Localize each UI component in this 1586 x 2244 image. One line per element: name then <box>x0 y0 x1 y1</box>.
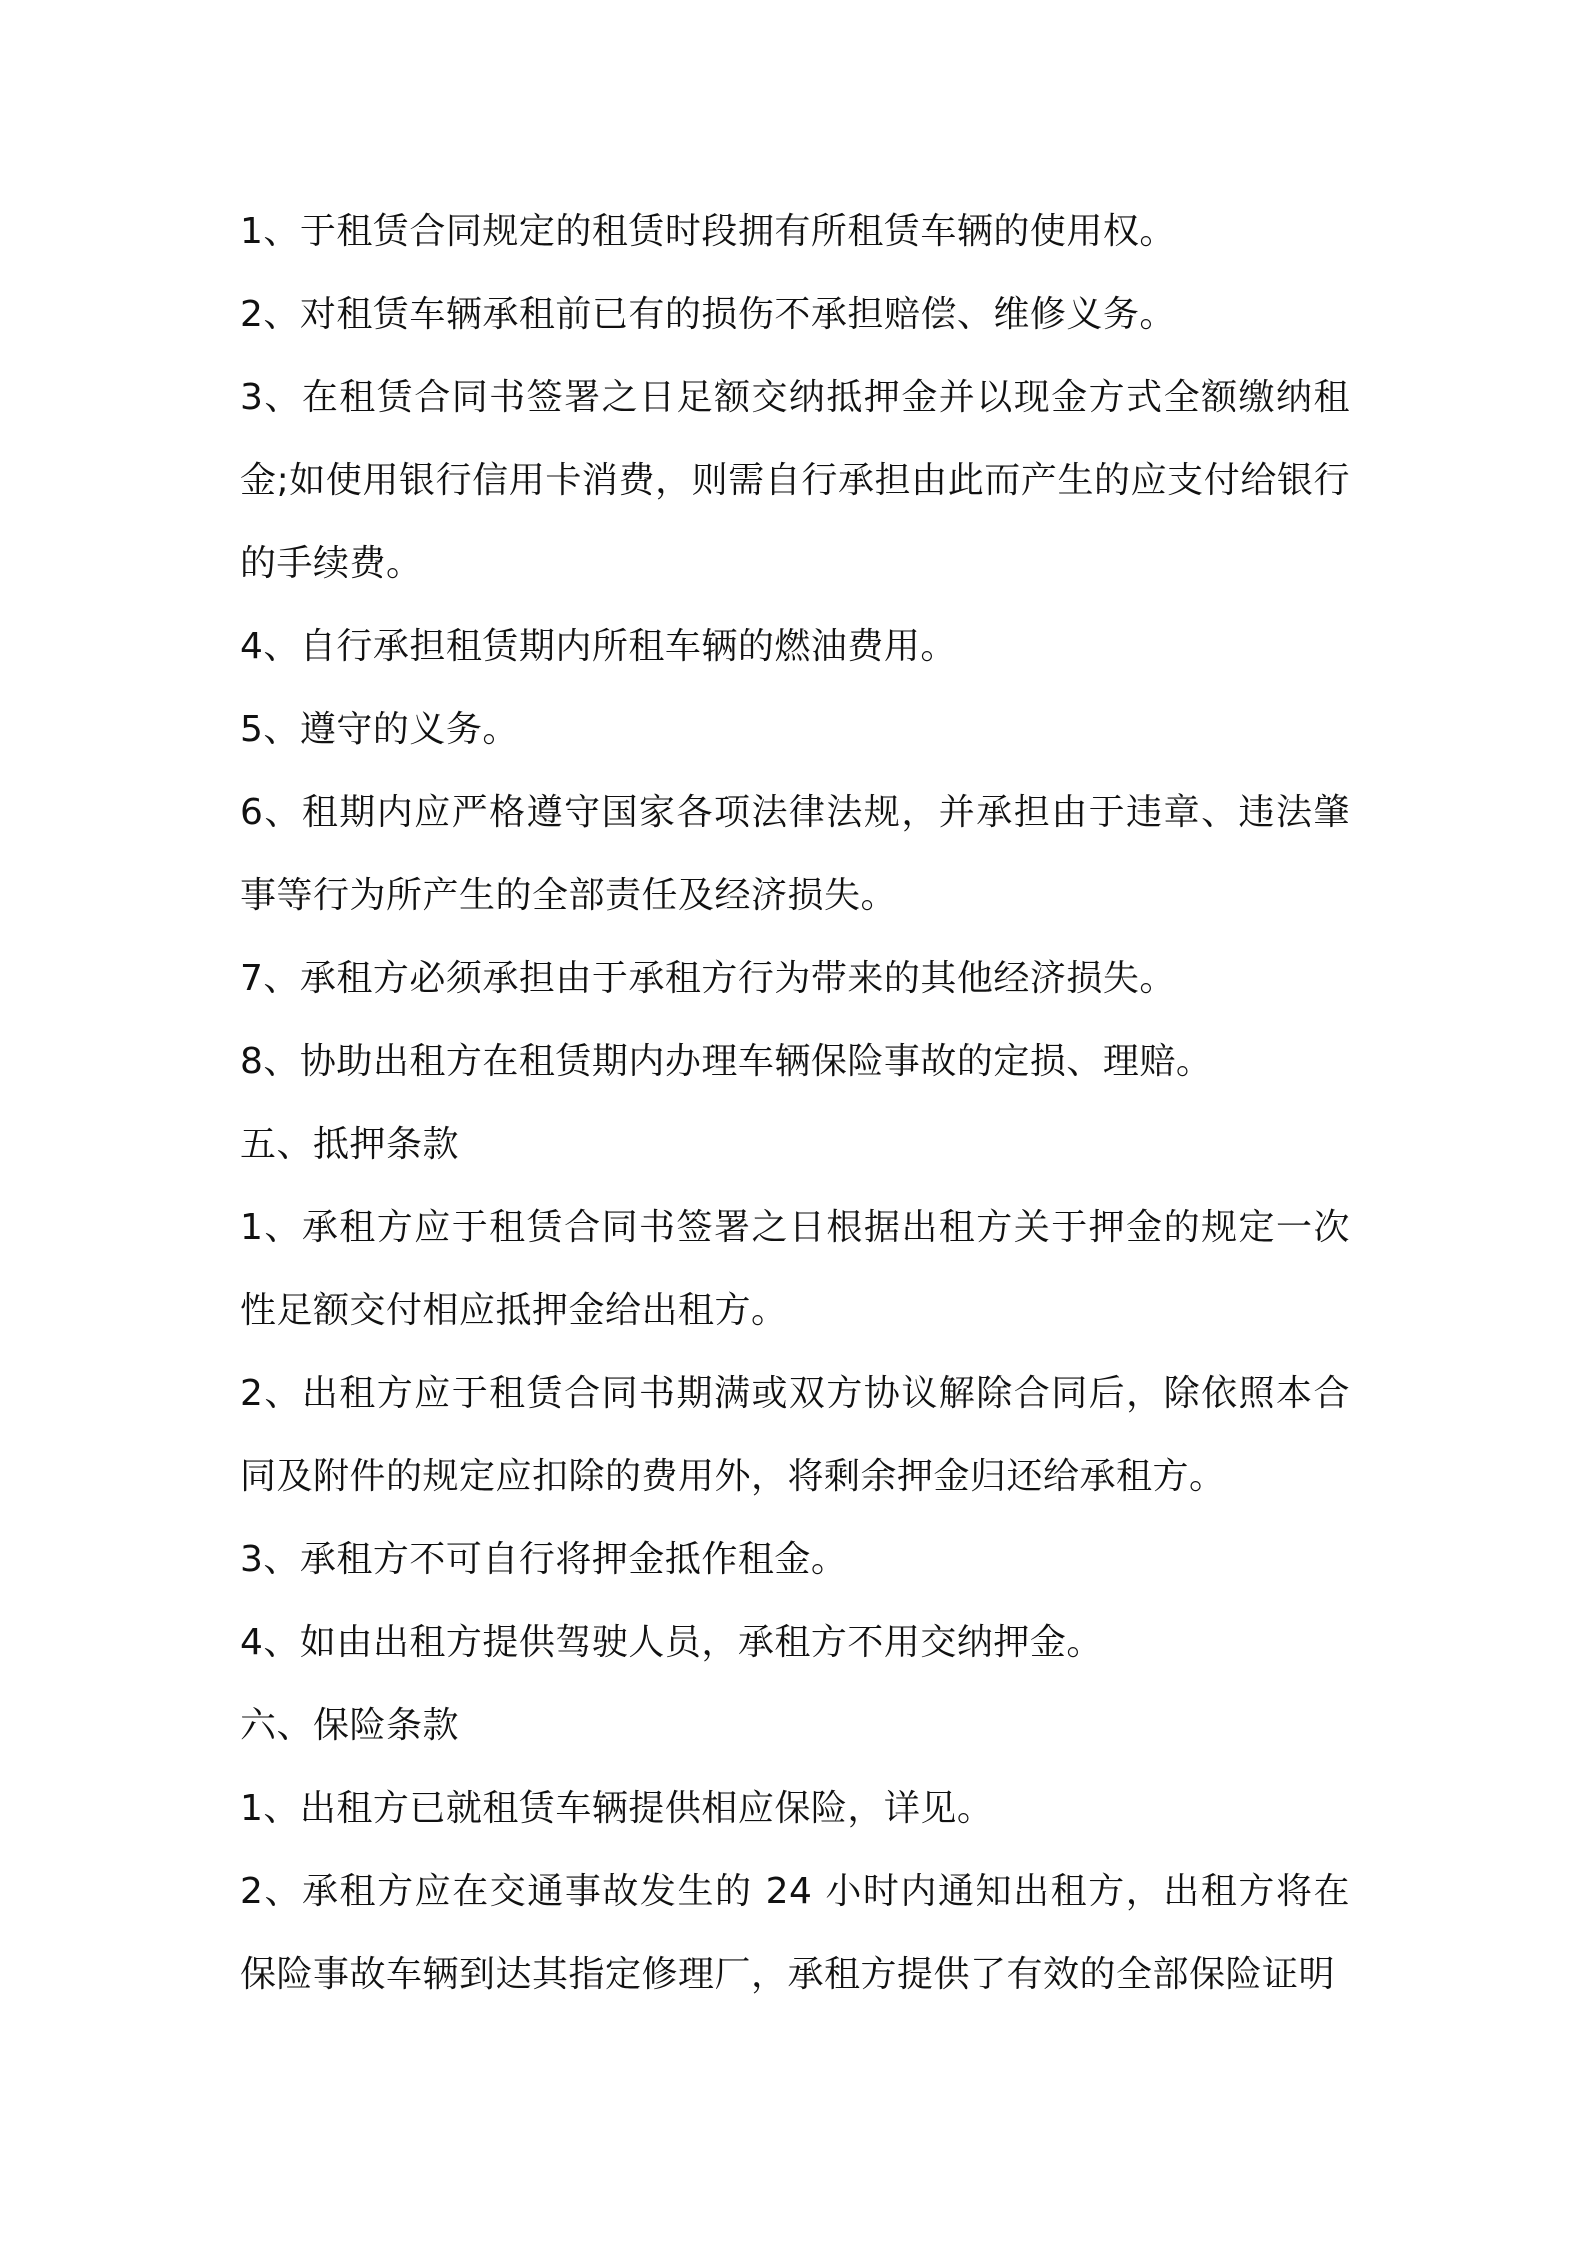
document-body <box>240 190 1350 2016</box>
deposit-item-4: 4、如由出租方提供驾驶人员，承租方不用交纳押金。 <box>240 1622 1103 1663</box>
deposit-item-2: 2、出租方应于租赁合同书期满或双方协议解除合同后，除依照本合同及附件的规定应扣除的费用外，将剩余押金归还给承租方。 <box>240 1373 1350 1497</box>
clause-4-item-2: 2、对租赁车辆承租前已有的损伤不承担赔偿、维修义务。 <box>240 294 1176 335</box>
clause-4-item-3: 3、在租赁合同书签署之日足额交纳抵押金并以现金方式全额缴纳租金;如使用银行信用卡消费，则需自行承担由此而产生的应支付给银行的手续费。 <box>240 377 1350 584</box>
clause-4-item-5: 5、遵守的义务。 <box>240 709 519 750</box>
clause-4-item-6: 6、租期内应严格遵守国家各项法律法规，并承担由于违章、违法肇事等行为所产生的全部责任及经济损失。 <box>240 792 1350 916</box>
clause-4-item-1: 1、于租赁合同规定的租赁时段拥有所租赁车辆的使用权。 <box>240 211 1176 252</box>
clause-4-item-8: 8、协助出租方在租赁期内办理车辆保险事故的定损、理赔。 <box>240 1041 1213 1082</box>
section-heading-deposit: 五、抵押条款 <box>240 1124 460 1165</box>
section-heading-insurance: 六、保险条款 <box>240 1705 460 1746</box>
deposit-item-1: 1、承租方应于租赁合同书签署之日根据出租方关于押金的规定一次性足额交付相应抵押金给出租方。 <box>240 1207 1350 1331</box>
insurance-item-2: 2、承租方应在交通事故发生的 24 小时内通知出租方，出租方将在保险事故车辆到达其指定修理厂，承租方提供了有效的全部保险证明 <box>240 1871 1350 1995</box>
insurance-item-1: 1、出租方已就租赁车辆提供相应保险，详见。 <box>240 1788 994 1829</box>
deposit-item-3: 3、承租方不可自行将押金抵作租金。 <box>240 1539 848 1580</box>
clause-4-item-7: 7、承租方必须承担由于承租方行为带来的其他经济损失。 <box>240 958 1176 999</box>
clause-4-item-4: 4、自行承担租赁期内所租车辆的燃油费用。 <box>240 626 957 667</box>
